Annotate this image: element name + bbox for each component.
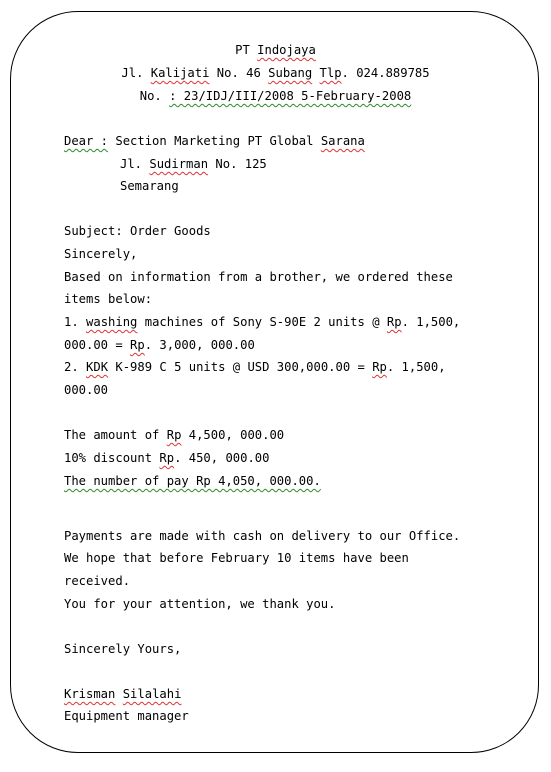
- order-item-1: 1. washing machines of Sony S-90E 2 units @ Rp. 1,500,: [64, 315, 461, 329]
- intro-text-cont: items below:: [64, 292, 153, 306]
- amount-line: The amount of Rp 4,500, 000.00: [64, 428, 285, 442]
- payment-terms: Payments are made with cash on delivery to our Office.: [64, 529, 461, 543]
- recipient-line: Dear : Section Marketing PT Global Sarana: [64, 134, 365, 148]
- subject-line: Subject: Order Goods: [64, 224, 211, 238]
- company-name: PT Indojaya: [235, 43, 316, 57]
- recipient-street: Jl. Sudirman No. 125: [120, 157, 267, 171]
- salutation: Sincerely,: [64, 247, 138, 261]
- signer-name: Krisman Silalahi: [64, 687, 182, 701]
- order-item-1-cont: 000.00 = Rp. 3,000, 000.00: [64, 338, 255, 352]
- recipient-city: Semarang: [120, 179, 179, 193]
- payment-terms-end: received.: [64, 574, 131, 588]
- thanks-line: You for your attention, we thank you.: [64, 597, 336, 611]
- order-item-2-cont: 000.00: [64, 383, 109, 397]
- order-item-2: 2. KDK K-989 C 5 units @ USD 300,000.00 = Rp. 1,500,: [64, 360, 446, 374]
- signer-title: Equipment manager: [64, 709, 189, 723]
- total-pay-line: The number of pay Rp 4,050, 000.00.: [64, 474, 321, 488]
- letter-number: No. : 23/IDJ/III/2008 5-February-2008: [139, 89, 412, 103]
- closing-regards: Sincerely Yours,: [64, 642, 182, 656]
- discount-line: 10% discount Rp. 450, 000.00: [64, 451, 270, 465]
- company-address: Jl. Kalijati No. 46 Subang Tlp. 024.889785: [121, 66, 430, 80]
- intro-text: Based on information from a brother, we ordered these: [64, 270, 453, 284]
- payment-terms-cont: We hope that before February 10 items have been: [64, 551, 409, 565]
